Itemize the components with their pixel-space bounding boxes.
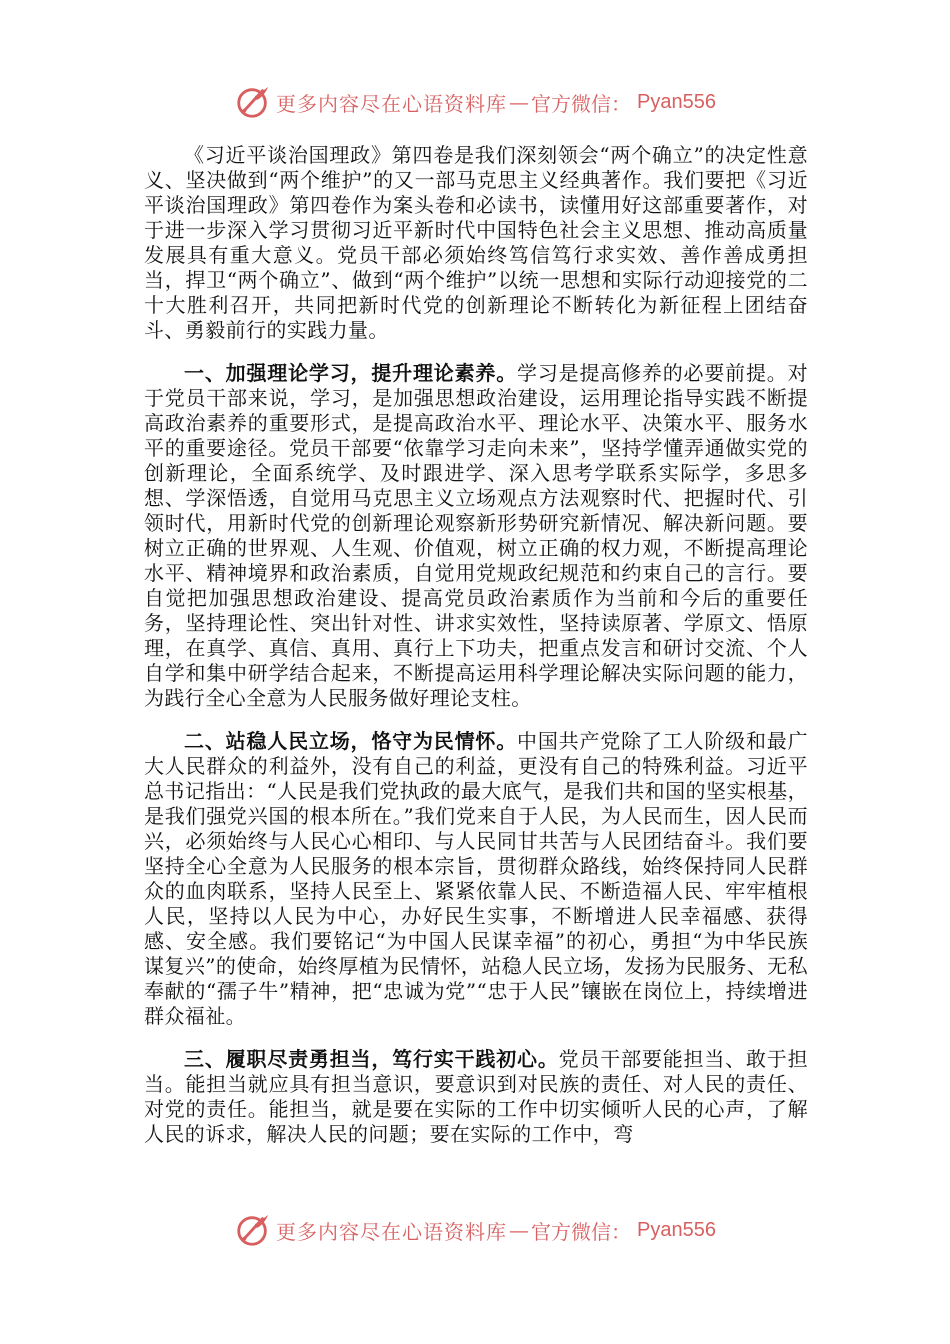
- paragraph-intro-text: 《习近平谈治国理政》第四卷是我们深刻领会“两个确立”的决定性意义、坚决做到“两个维护”的又一部马克思主义经典著作。我们要把《习近平谈治国理政》第四卷作为案头卷和必读书，读懂用好这部重要著作，对于进一步深入学习贯彻习近平新时代中国特色社会主义思想、推动高质量发展具有重大意义。党员干部必须始终笃信笃行求实效、善作善成勇担当，捍卫“两个确立”、做到“两个维护”以统一思想和实际行动迎接党的二十大胜利召开，共同把新时代党的创新理论不断转化为新征程上团结奋斗、勇毅前行的实践力量。: [144, 143, 808, 342]
- section-3-text: 党员干部要能担当、敢于担当。能担当就应具有担当意识，要意识到对民族的责任、对人民的责任、对党的责任。能担当，就是要在实际的工作中切实倾听人民的心声，了解人民的诉求，解决人民的问题；要在实际的工作中，弯: [144, 1047, 808, 1146]
- section-2-heading: 二、站稳人民立场，恪守为民情怀。: [184, 729, 518, 753]
- watermark-separator: —: [509, 1218, 530, 1242]
- quill-logo-icon: [234, 83, 272, 121]
- watermark-wechat-id: Pyan556: [637, 90, 716, 113]
- paragraph-section-1: [144, 361, 808, 711]
- watermark-wechat-id: Pyan556: [637, 1218, 716, 1241]
- watermark-wechat-label: 官方微信：: [531, 1219, 632, 1244]
- section-3-heading: 三、履职尽责勇担当，笃行实干践初心。: [184, 1047, 559, 1071]
- paragraph-intro: [144, 143, 808, 343]
- paragraph-section-2: [144, 729, 808, 1029]
- header-watermark-banner: [0, 80, 950, 124]
- section-1-heading: 一、加强理论学习，提升理论素养。: [184, 361, 518, 385]
- quill-logo-icon: [234, 1211, 272, 1249]
- watermark-separator: —: [509, 90, 530, 114]
- watermark-wechat-label: 官方微信：: [531, 91, 632, 116]
- watermark-site-text: 更多内容尽在心语资料库: [276, 1219, 508, 1244]
- watermark-site-text: 更多内容尽在心语资料库: [276, 91, 508, 116]
- footer-watermark-banner: [0, 1208, 950, 1252]
- section-1-text: 学习是提高修养的必要前提。对于党员干部来说，学习，是加强思想政治建设，运用理论指导实践不断提高政治素养的重要形式，是提高政治水平、理论水平、决策水平、服务水平的重要途径。党员干部要“依靠学习走向未来”，坚持学懂弄通做实党的创新理论，全面系统学、及时跟进学、深入思考学联系实际学，多思多想、学深悟透，自觉用马克思主义立场观点方法观察时代、把握时代、引领时代，用新时代党的创新理论观察新形势研究新情况、解决新问题。要树立正确的世界观、人生观、价值观，树立正确的权力观，不断提高理论水平、精神境界和政治素质，自觉用党规政纪规范和约束自己的言行。要自觉把加强思想政治建设、提高党员政治素质作为当前和今后的重要任务，坚持理论性、突出针对性、讲求实效性，坚持读原著、学原文、悟原理，在真学、真信、真用、真行上下功夫，把重点发言和研讨交流、个人自学和集中研学结合起来，不断提高运用科学理论解决实际问题的能力，为践行全心全意为人民服务做好理论支柱。: [144, 361, 808, 710]
- document-body: [144, 143, 808, 1147]
- paragraph-section-3: [144, 1047, 808, 1147]
- section-2-text: 中国共产党除了工人阶级和最广大人民群众的利益外，没有自己的利益，更没有自己的特殊利益。习近平总书记指出：“人民是我们党执政的最大底气，是我们共和国的坚实根基，是我们强党兴国的根本所在。”我们党来自于人民，为人民而生，因人民而兴，必须始终与人民心心相印、与人民同甘共苦与人民团结奋斗。我们要坚持全心全意为人民服务的根本宗旨，贯彻群众路线，始终保持同人民群众的血肉联系，坚持人民至上、紧紧依靠人民、不断造福人民、牢牢植根人民，坚持以人民为中心，办好民生实事，不断增进人民幸福感、获得感、安全感。我们要铭记“为中国人民谋幸福”的初心，勇担“为中华民族谋复兴”的使命，始终厚植为民情怀，站稳人民立场，发扬为民服务、无私奉献的“孺子牛”精神，把“忠诚为党”“忠于人民”镶嵌在岗位上，持续增进群众福祉。: [144, 729, 808, 1028]
